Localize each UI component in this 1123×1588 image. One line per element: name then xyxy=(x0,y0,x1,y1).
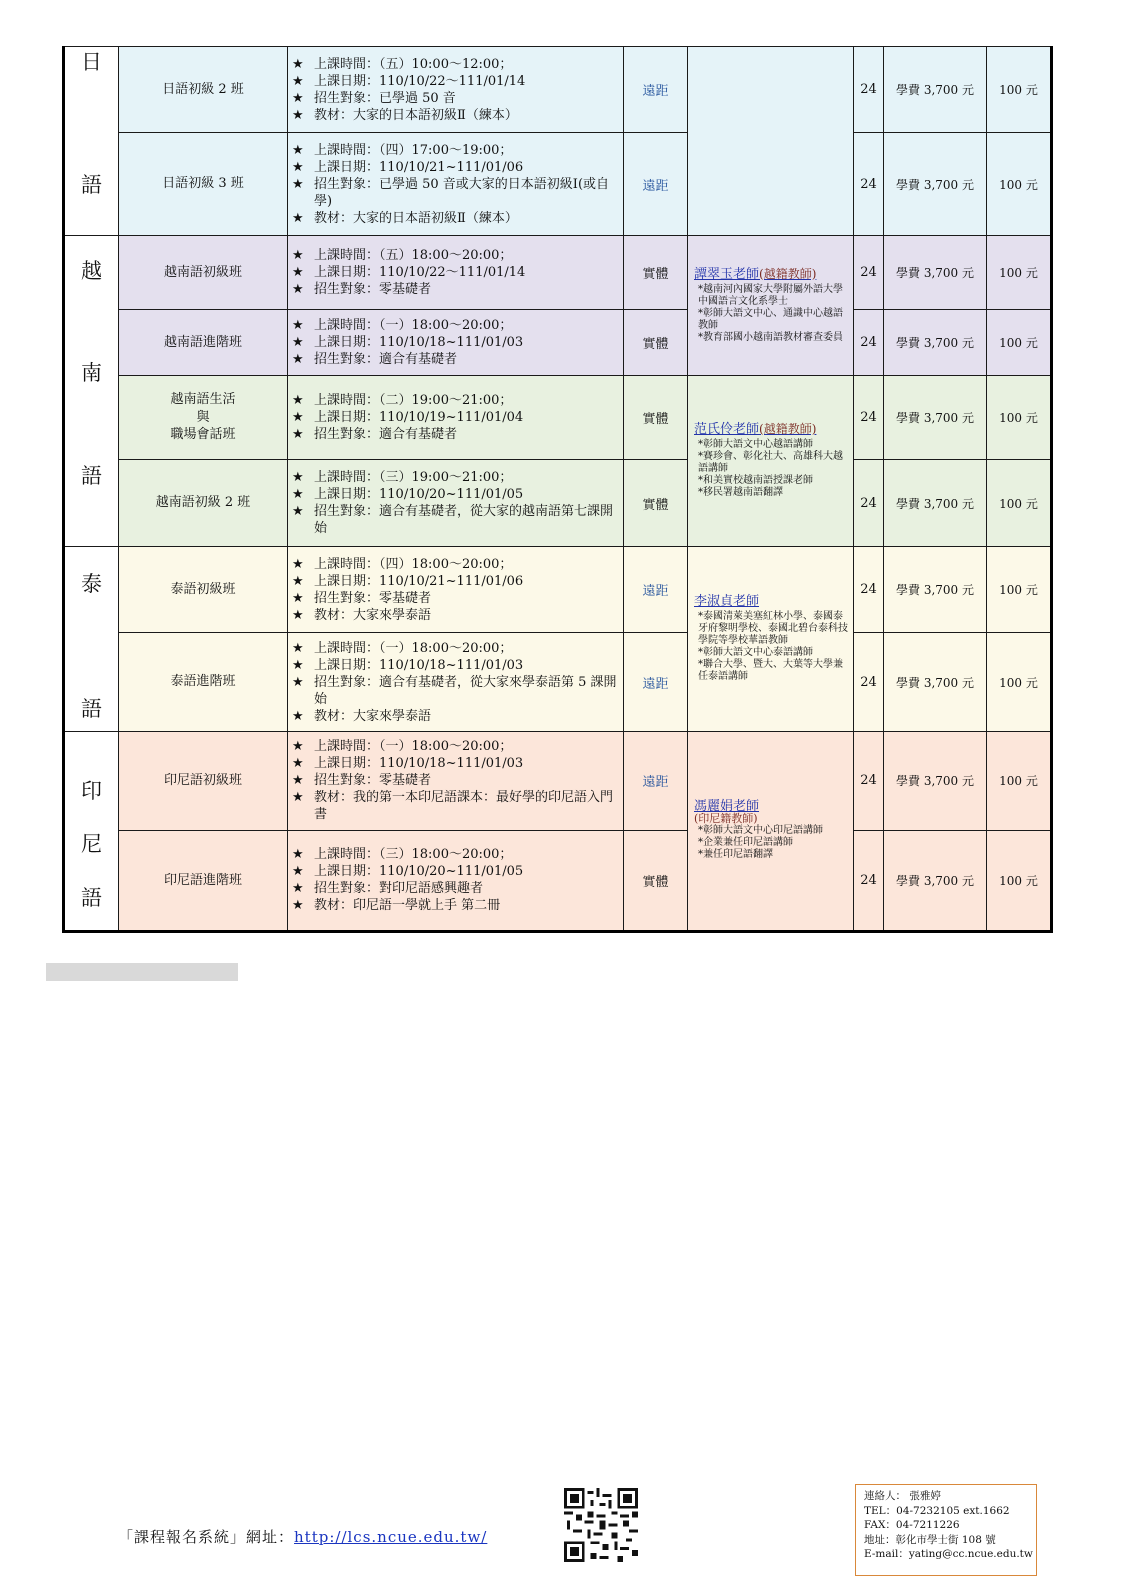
tuition-fee: 學費 3,700 元 xyxy=(884,460,987,547)
star-icon: ★ xyxy=(292,248,304,263)
course-name: 日語初級 2 班 xyxy=(119,47,288,133)
star-icon: ★ xyxy=(292,410,304,425)
star-icon: ★ xyxy=(292,864,304,880)
star-icon: ★ xyxy=(292,487,304,502)
class-mode: 實體 xyxy=(624,376,688,460)
course-details: ★ 上課時間：（五）18:00～20:00； ★ 上課日期：110/10/22～111/01/14 ★ 招生對象：零基礎者 xyxy=(288,236,624,310)
teacher-cell xyxy=(688,732,854,932)
star-icon: ★ xyxy=(292,265,304,280)
teacher-note: *移民署越南語翻譯 xyxy=(698,487,783,498)
course-name: 越南語初級 2 班 xyxy=(119,460,288,547)
deposit-fee: 100 元 xyxy=(987,830,1052,931)
gray-divider-bar xyxy=(46,963,238,981)
language-char: 尼 xyxy=(81,832,102,857)
registration-label: 「課程報名系統」網址： xyxy=(118,1528,295,1546)
course-name: 泰語進階班 xyxy=(119,633,288,732)
registration-line xyxy=(118,1526,487,1547)
star-icon: ★ xyxy=(292,427,304,442)
teacher-note: *彰師大語文中心、通識中心越語教師 xyxy=(698,307,843,331)
star-icon: ★ xyxy=(292,142,304,158)
star-icon: ★ xyxy=(292,176,304,192)
star-icon: ★ xyxy=(292,159,304,175)
tuition-fee: 學費 3,700 元 xyxy=(884,133,987,236)
course-name: 泰語初級班 xyxy=(119,547,288,633)
language-char: 泰 xyxy=(81,572,102,596)
course-name: 越南語生活 與 職場會話班 xyxy=(119,376,288,460)
table-row xyxy=(64,830,1052,931)
teacher-note: *教育部國小越南語教材審查委員 xyxy=(698,331,843,343)
star-icon: ★ xyxy=(292,393,304,408)
table-row xyxy=(64,47,1052,133)
course-schedule-table xyxy=(62,46,1053,933)
course-details: ★ 上課時間：（四）18:00～20:00； ★ 上課日期：110/10/21~111/01/06 ★ 招生對象：零基礎者 ★ 教材：大家來學泰語 xyxy=(288,547,624,633)
registration-link[interactable]: http://lcs.ncue.edu.tw/ xyxy=(294,1528,488,1546)
star-icon: ★ xyxy=(292,470,304,485)
star-icon: ★ xyxy=(292,504,304,519)
table-row xyxy=(64,133,1052,236)
star-icon: ★ xyxy=(292,790,304,806)
teacher-tag: (印尼籍教師) xyxy=(694,812,758,825)
class-mode: 實體 xyxy=(624,236,688,310)
language-char: 語 xyxy=(81,172,102,197)
teacher-name: 馮麗娟老師 xyxy=(694,799,760,814)
course-details: ★ 上課時間：（一）18:00～20:00； ★ 上課日期：110/10/18~111/01/03 ★ 招生對象：適合有基礎者，從大家來學泰語第 5 課開始 ★ 教材：大家來學泰語 xyxy=(288,633,624,732)
hours: 24 xyxy=(854,460,884,547)
contact-tel: TEL：04-7232105 ext.1662 xyxy=(864,1504,1010,1517)
tuition-fee: 學費 3,700 元 xyxy=(884,376,987,460)
hours: 24 xyxy=(854,236,884,310)
language-char: 語 xyxy=(81,463,102,488)
teacher-note: *泰國清萊美塞紅林小學、泰國泰牙府黎明學校、泰國北碧台泰科技學院等學校華語教師 xyxy=(698,610,848,646)
star-icon: ★ xyxy=(292,318,304,333)
class-mode: 遠距 xyxy=(624,133,688,236)
star-icon: ★ xyxy=(292,756,304,772)
hours: 24 xyxy=(854,376,884,460)
table-row xyxy=(64,376,1052,460)
teacher-name: 李淑貞老師 xyxy=(694,593,760,609)
teacher-note: *企業兼任印尼語講師 xyxy=(698,837,793,848)
contact-person: 連絡人： 張雅婷 xyxy=(864,1490,941,1502)
deposit-fee: 100 元 xyxy=(987,133,1052,236)
star-icon: ★ xyxy=(292,282,304,297)
teacher-cell xyxy=(688,547,854,732)
course-details: ★ 上課時間：（四）17:00～19:00； ★ 上課日期：110/10/21~111/01/06 ★ 招生對象：已學過 50 音或大家的日本語初級Ⅰ(或自學) ★ 教材：大家的日本語初級Ⅱ（練本） xyxy=(288,133,624,236)
star-icon: ★ xyxy=(292,556,304,572)
table-row xyxy=(64,732,1052,831)
contact-box xyxy=(855,1484,1037,1576)
table-row xyxy=(64,236,1052,310)
deposit-fee: 100 元 xyxy=(987,732,1052,831)
language-char: 越 xyxy=(81,259,102,283)
star-icon: ★ xyxy=(292,657,304,673)
course-name: 日語初級 3 班 xyxy=(119,133,288,236)
class-mode: 遠距 xyxy=(624,633,688,732)
tuition-fee: 學費 3,700 元 xyxy=(884,830,987,931)
star-icon: ★ xyxy=(292,73,304,89)
class-mode: 遠距 xyxy=(624,547,688,633)
hours: 24 xyxy=(854,310,884,376)
teacher-note: *越南河內國家大學附屬外語大學中國語言文化系學士 xyxy=(698,283,843,307)
star-icon: ★ xyxy=(292,107,304,123)
tuition-fee: 學費 3,700 元 xyxy=(884,236,987,310)
star-icon: ★ xyxy=(292,56,304,72)
course-details: ★ 上課時間：（三）18:00～20:00； ★ 上課日期：110/10/20~111/01/05 ★ 招生對象：對印尼語感興趣者 ★ 教材：印尼語一學就上手 第二冊 xyxy=(288,830,624,931)
class-mode: 遠距 xyxy=(624,732,688,831)
star-icon: ★ xyxy=(292,773,304,789)
tuition-fee: 學費 3,700 元 xyxy=(884,633,987,732)
course-name: 印尼語初級班 xyxy=(119,732,288,831)
star-icon: ★ xyxy=(292,90,304,106)
language-char: 南 xyxy=(81,361,102,386)
hours: 24 xyxy=(854,830,884,931)
teacher-note: *彰師大語文中心越語講師 xyxy=(698,439,813,450)
language-thai xyxy=(64,547,119,732)
star-icon: ★ xyxy=(292,708,304,724)
star-icon: ★ xyxy=(292,573,304,589)
language-char: 語 xyxy=(81,696,102,721)
deposit-fee: 100 元 xyxy=(987,236,1052,310)
table-row xyxy=(64,310,1052,376)
teacher-note: *聯合大學、暨大、大葉等大學兼任泰語講師 xyxy=(698,658,843,682)
contact-email: E-mail：yating@cc.ncue.edu.tw xyxy=(864,1548,1033,1560)
deposit-fee: 100 元 xyxy=(987,310,1052,376)
course-details: ★ 上課時間：（五）10:00～12:00； ★ 上課日期：110/10/22～111/01/14 ★ 招生對象：已學過 50 音 ★ 教材：大家的日本語初級Ⅱ（練本） xyxy=(288,47,624,133)
teacher-cell xyxy=(688,376,854,547)
deposit-fee: 100 元 xyxy=(987,47,1052,133)
tuition-fee: 學費 3,700 元 xyxy=(884,47,987,133)
star-icon: ★ xyxy=(292,335,304,350)
language-vietnamese xyxy=(64,236,119,547)
contact-address: 地址：彰化市學士街 108 號 xyxy=(864,1533,996,1546)
language-char: 日 xyxy=(81,50,102,74)
star-icon: ★ xyxy=(292,881,304,897)
table-row xyxy=(64,633,1052,732)
teacher-name: 譚翠玉老師(越籍教師) xyxy=(694,266,817,282)
class-mode: 實體 xyxy=(624,310,688,376)
deposit-fee: 100 元 xyxy=(987,633,1052,732)
star-icon: ★ xyxy=(292,210,304,226)
tuition-fee: 學費 3,700 元 xyxy=(884,732,987,831)
star-icon: ★ xyxy=(292,607,304,623)
teacher-note: *彰師大語文中心印尼語講師 xyxy=(698,825,823,836)
deposit-fee: 100 元 xyxy=(987,547,1052,633)
hours: 24 xyxy=(854,133,884,236)
course-name: 越南語進階班 xyxy=(119,310,288,376)
table-row xyxy=(64,547,1052,633)
star-icon: ★ xyxy=(292,739,304,755)
class-mode: 實體 xyxy=(624,830,688,931)
teacher-note: *兼任印尼語翻譯 xyxy=(698,849,773,860)
class-mode: 實體 xyxy=(624,460,688,547)
deposit-fee: 100 元 xyxy=(987,460,1052,547)
star-icon: ★ xyxy=(292,674,304,690)
course-details: ★ 上課時間：（三）19:00～21:00； ★ 上課日期：110/10/20~111/01/05 ★ 招生對象：適合有基礎者，從大家的越南語第七課開始 xyxy=(288,460,624,547)
teacher-note: *彰師大語文中心泰語講師 xyxy=(698,646,813,658)
course-name: 印尼語進階班 xyxy=(119,830,288,931)
tuition-fee: 學費 3,700 元 xyxy=(884,310,987,376)
deposit-fee: 100 元 xyxy=(987,376,1052,460)
star-icon: ★ xyxy=(292,898,304,914)
course-details: ★ 上課時間：（二）19:00～21:00； ★ 上課日期：110/10/19~111/01/04 ★ 招生對象：適合有基礎者 xyxy=(288,376,624,460)
star-icon: ★ xyxy=(292,640,304,656)
table-row xyxy=(64,460,1052,547)
hours: 24 xyxy=(854,732,884,831)
star-icon: ★ xyxy=(292,590,304,606)
teacher-cell xyxy=(688,236,854,376)
language-char: 印 xyxy=(81,779,102,803)
language-indonesian xyxy=(64,732,119,932)
teacher-note: *和美實校越南語授課老師 xyxy=(698,475,813,486)
star-icon: ★ xyxy=(292,352,304,367)
tuition-fee: 學費 3,700 元 xyxy=(884,547,987,633)
language-char: 語 xyxy=(81,885,102,910)
class-mode: 遠距 xyxy=(624,47,688,133)
course-details: ★ 上課時間：（一）18:00～20:00； ★ 上課日期：110/10/18~111/01/03 ★ 招生對象：適合有基礎者 xyxy=(288,310,624,376)
teacher-name: 范氏伶老師(越籍教師) xyxy=(694,422,817,437)
teacher-cell xyxy=(688,47,854,236)
star-icon: ★ xyxy=(292,847,304,863)
language-japanese xyxy=(64,47,119,236)
hours: 24 xyxy=(854,47,884,133)
course-details: ★ 上課時間：（一）18:00～20:00； ★ 上課日期：110/10/18~111/01/03 ★ 招生對象：零基礎者 ★ 教材：我的第一本印尼語課本：最好學的印尼語入門書 xyxy=(288,732,624,831)
hours: 24 xyxy=(854,547,884,633)
hours: 24 xyxy=(854,633,884,732)
qr-code-icon xyxy=(564,1488,638,1562)
teacher-note: *賽珍會、彰化社大、高雄科大越語講師 xyxy=(698,451,843,474)
course-name: 越南語初級班 xyxy=(119,236,288,310)
contact-fax: FAX：04-7211226 xyxy=(864,1519,960,1531)
